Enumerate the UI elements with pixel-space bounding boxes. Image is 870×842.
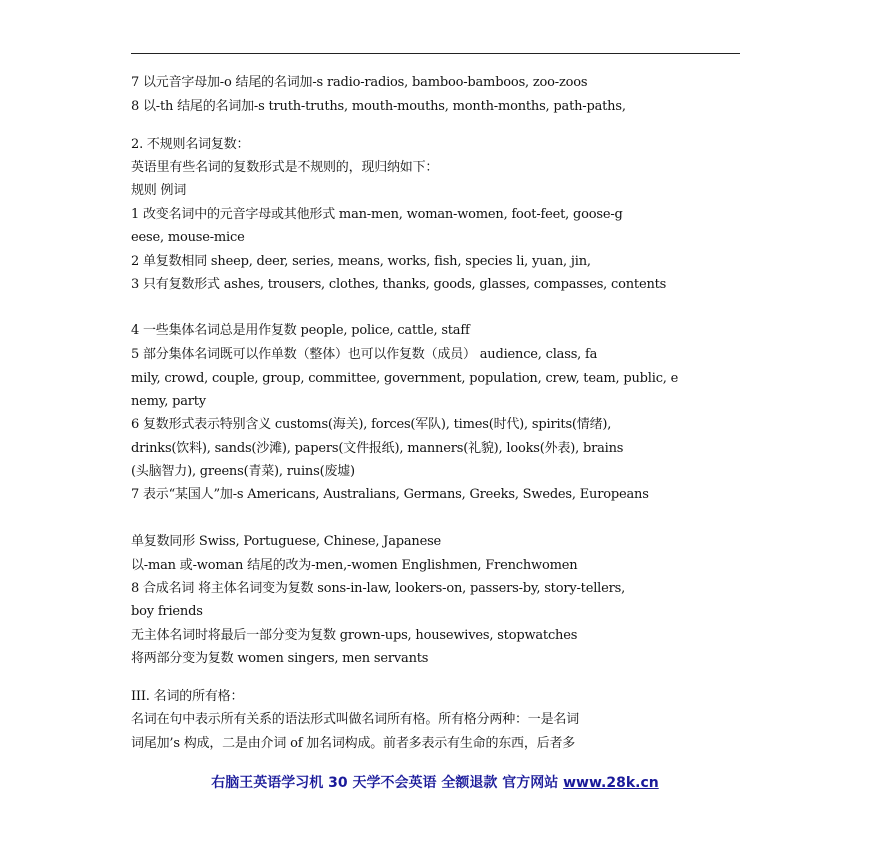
text-line: 7 以元音字母加-o 结尾的名词加-s radio-radios, bamboo-bamboos, zoo-zoos bbox=[131, 75, 588, 90]
text-line: boy friends bbox=[131, 604, 203, 619]
text-line: 1 改变名词中的元音字母或其他形式 man-men, woman-women, foot-feet, goose-g bbox=[131, 207, 623, 222]
text-line: 7 表示“某国人”加-s Americans, Australians, Germans, Greeks, Swedes, Europeans bbox=[131, 487, 649, 502]
text-line: 8 合成名词 将主体名词变为复数 sons-in-law, lookers-on, passers-by, story-tellers, bbox=[131, 581, 626, 596]
text-line: 以-man 或-woman 结尾的改为-men,-women Englishmen, Frenchwomen bbox=[131, 558, 578, 573]
text-line: 规则 例词 bbox=[131, 183, 187, 198]
text-line: 8 以-th 结尾的名词加-s truth-truths, mouth-mouths, month-months, path-paths, bbox=[131, 99, 626, 114]
text-line: eese, mouse-mice bbox=[131, 230, 245, 245]
text-line: 2 单复数相同 sheep, deer, series, means, works, fish, species li, yuan, jin, bbox=[131, 254, 591, 269]
header-rule bbox=[131, 53, 740, 54]
section-heading: 2. 不规则名词复数： bbox=[131, 137, 250, 152]
text-line: 英语里有些名词的复数形式是不规则的，现归纳如下： bbox=[131, 160, 439, 175]
text-line: 单复数同形 Swiss, Portuguese, Chinese, Japanese bbox=[131, 534, 442, 549]
footer-text: 右脑王英语学习机 30 天学不会英语 全额退款 官方网站 bbox=[211, 775, 564, 791]
footer-link[interactable]: www.28k.cn bbox=[563, 775, 659, 791]
text-line: 将两部分变为复数 women singers, men servants bbox=[131, 651, 429, 666]
text-line: 名词在句中表示所有关系的语法形式叫做名词所有格。所有格分两种：一是名词 bbox=[131, 712, 580, 727]
section-heading: III. 名词的所有格： bbox=[131, 689, 244, 704]
text-line: 4 一些集体名词总是用作复数 people, police, cattle, staff bbox=[131, 323, 470, 338]
text-line: 3 只有复数形式 ashes, trousers, clothes, thanks, goods, glasses, compasses, contents bbox=[131, 277, 667, 292]
text-line: (头脑智力), greens(青菜), ruins(废墟) bbox=[131, 464, 355, 479]
text-line: 5 部分集体名词既可以作单数（整体）也可以作复数（成员） audience, class, fa bbox=[131, 347, 598, 362]
text-line: 无主体名词时将最后一部分变为复数 grown-ups, housewives, stopwatches bbox=[131, 628, 578, 643]
text-line: drinks(饮料), sands(沙滩), papers(文件报纸), manners(礼貌), looks(外表), brains bbox=[131, 441, 624, 456]
text-line: 词尾加’s 构成，二是由介词 of 加名词构成。前者多表示有生命的东西，后者多 bbox=[131, 736, 576, 751]
footer-advert bbox=[0, 772, 870, 792]
text-line: 6 复数形式表示特别含义 customs(海关), forces(军队), times(时代), spirits(情绪), bbox=[131, 417, 612, 432]
text-line: nemy, party bbox=[131, 394, 206, 409]
text-line: mily, crowd, couple, group, committee, government, population, crew, team, public, e bbox=[131, 371, 679, 386]
